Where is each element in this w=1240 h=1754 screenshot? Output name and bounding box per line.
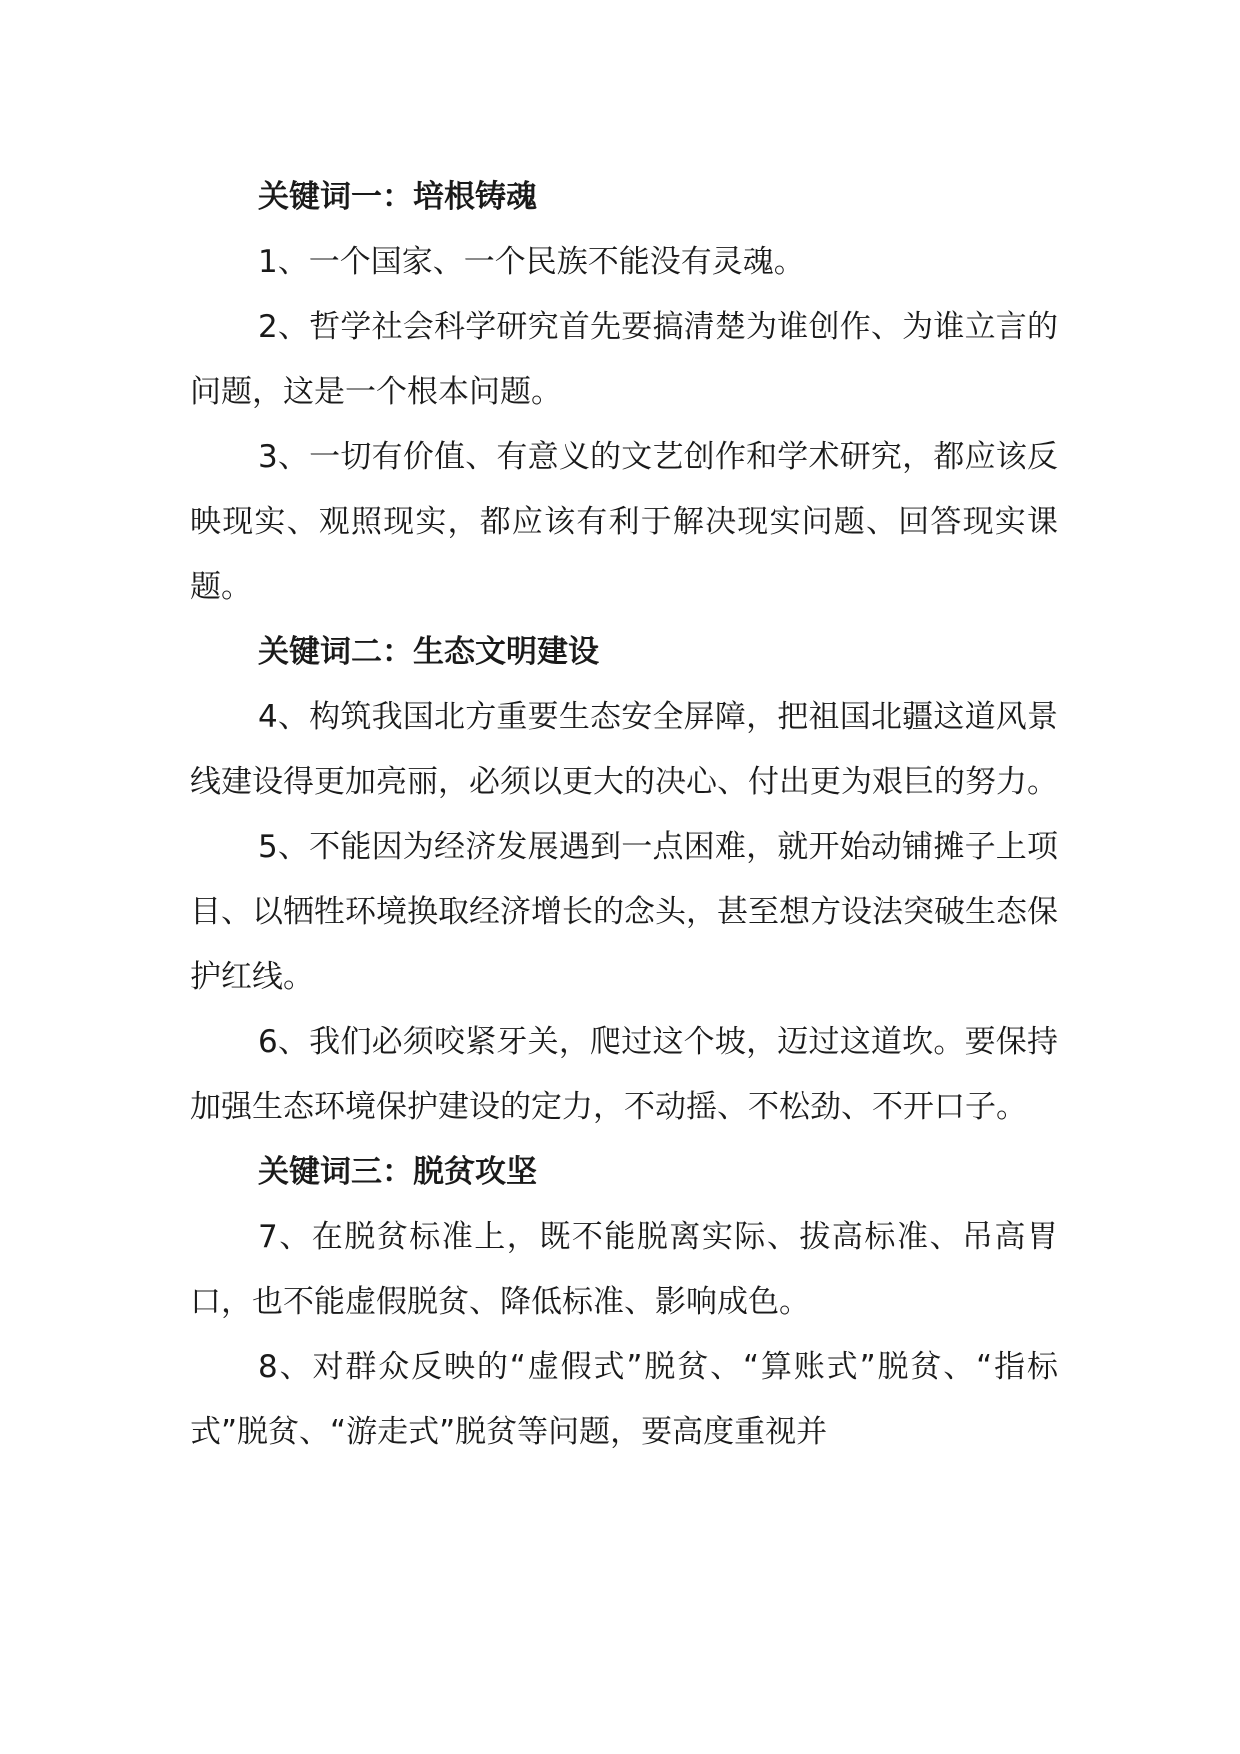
paragraph-2: 2、哲学社会科学研究首先要搞清楚为谁创作、为谁立言的问题，这是一个根本问题。: [190, 309, 1058, 410]
section-heading: 关键词二：生态文明建设: [258, 634, 599, 670]
document-body: [190, 165, 1058, 1465]
section-heading: 关键词三：脱贫攻坚: [258, 1154, 537, 1190]
paragraph-4: 4、构筑我国北方重要生态安全屏障，把祖国北疆这道风景线建设得更加亮丽，必须以更大的决心、付出更为艰巨的努力。: [190, 699, 1058, 800]
section-heading: 关键词一：培根铸魂: [258, 179, 537, 215]
section-keyword-1: [190, 165, 1058, 620]
paragraph-7: 7、在脱贫标准上，既不能脱离实际、拔高标准、吊高胃口，也不能虚假脱贫、降低标准、影响成色。: [190, 1219, 1058, 1320]
paragraph-3: 3、一切有价值、有意义的文艺创作和学术研究，都应该反映现实、观照现实，都应该有利于解决现实问题、回答现实课题。: [190, 439, 1058, 605]
paragraph-8: 8、对群众反映的“虚假式”脱贫、“算账式”脱贫、“指标式”脱贫、“游走式”脱贫等问题，要高度重视并: [190, 1349, 1058, 1450]
section-keyword-2: [190, 620, 1058, 1140]
paragraph-6: 6、我们必须咬紧牙关，爬过这个坡，迈过这道坎。要保持加强生态环境保护建设的定力，不动摇、不松劲、不开口子。: [190, 1024, 1058, 1125]
paragraph-5: 5、不能因为经济发展遇到一点困难，就开始动铺摊子上项目、以牺牲环境换取经济增长的念头，甚至想方设法突破生态保护红线。: [190, 829, 1058, 995]
section-keyword-3: [190, 1140, 1058, 1465]
paragraph-1: 1、一个国家、一个民族不能没有灵魂。: [258, 244, 805, 280]
